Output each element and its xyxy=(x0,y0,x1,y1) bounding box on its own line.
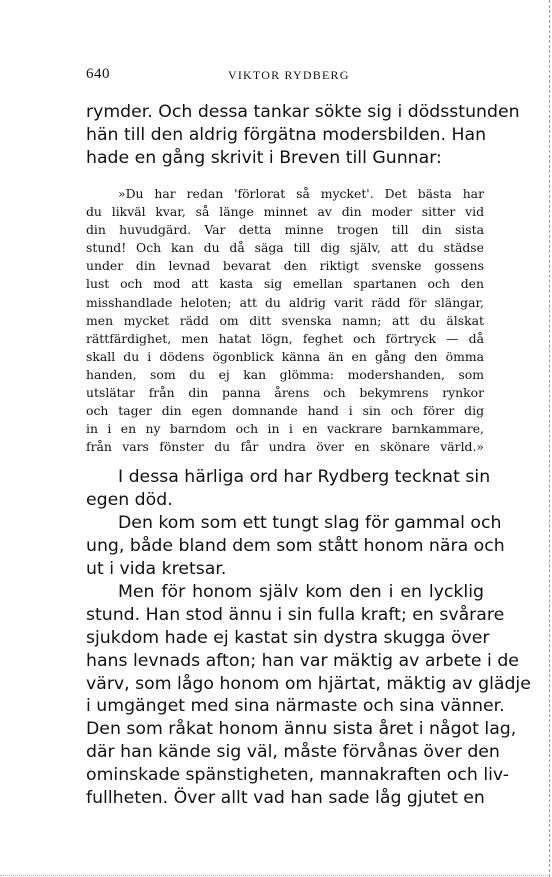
quote-line: du likväl kvar, så länge minnet av din moder sitter vid xyxy=(86,204,484,220)
quote-line: misshandlade heloten; att du aldrig varit rädd för slängar, xyxy=(86,294,484,310)
text-line: ung, både bland dem som stått honom nära och xyxy=(86,535,505,556)
quote-line: in i en ny barndom och in i en vackrare barnkammare, xyxy=(86,421,484,437)
text-line: fullheten. Över allt vad han sade låg gjutet en xyxy=(86,788,485,809)
page-edge-rule xyxy=(548,0,550,877)
text-line: Den som råkat honom ännu sista året i något lag, xyxy=(86,719,517,740)
text-line: där han kände sig väl, måste förvånas över den xyxy=(86,742,500,763)
running-head: VIKTOR RYDBERG xyxy=(228,68,350,82)
text-line: I dessa härliga ord har Rydberg tecknat sin xyxy=(118,467,491,487)
quote-line: handen, som du ej kan glömma: modershanden, som xyxy=(86,366,484,382)
text-line: Den kom som ett tungt slag för gammal och xyxy=(118,513,502,533)
paragraph-2 xyxy=(86,512,505,581)
quote-line: men mycket rädd om ditt svenska namn; att du älskat xyxy=(86,312,484,328)
quote-line: utslätar från din panna årens och bekymrens rynkor xyxy=(86,385,484,401)
quote-line: rättfärdighet, men hatat lögn, feghet och förtryck — då xyxy=(86,330,484,346)
text-line: värv, som lågo honom om hjärtat, mäktig av glädje xyxy=(86,673,531,694)
text-line: ominskade spänstigheten, mannakraften och liv- xyxy=(86,765,509,786)
quote-line: lust och mod att kasta sig emellan spartanen och den xyxy=(86,276,484,292)
quote-line: »Du har redan 'förlorat så mycket'. Det bästa har xyxy=(118,186,484,201)
text-line: hade en gång skrivit i Breven till Gunnar: xyxy=(86,147,442,168)
text-line: i umgänget med sina närmaste och sina vänner. xyxy=(86,696,505,717)
page-number: 640 xyxy=(86,66,110,82)
quote-line: från vars fönster du får undra över en skönare värld.» xyxy=(86,439,484,455)
paragraph-3 xyxy=(86,581,531,810)
page-bottom-rule xyxy=(0,875,548,876)
quote-line: under din levnad bevarat den riktigt svenske gossens xyxy=(86,258,484,274)
text-line: ut i vida kretsar. xyxy=(86,558,227,579)
text-line: stund. Han stod ännu i sin fulla kraft; en svårare xyxy=(86,604,505,625)
text-line: Men för honom själv kom den i en lycklig xyxy=(118,582,484,602)
text-line: hän till den aldrig förgätna modersbilden. Han xyxy=(86,124,487,145)
quote-line: stund! Och kan du då säga till dig själv, att du städse xyxy=(86,240,484,256)
text-line: hans levnads afton; han var mäktig av arbete i de xyxy=(86,650,519,671)
quote-line: skall du i dödens ögonblick känna än en gång den ömma xyxy=(86,348,484,364)
paragraph-1 xyxy=(86,466,491,512)
text-line: rymder. Och dessa tankar sökte sig i dödsstunden xyxy=(86,102,520,122)
intro-paragraph xyxy=(86,101,520,170)
text-line: egen död. xyxy=(86,489,173,510)
quote-line: och tager din egen domnande hand i sin och förer dig xyxy=(86,403,484,419)
page-header xyxy=(86,66,486,86)
quote-line: din huvudgärd. Var detta minne trogen till din sista xyxy=(86,222,484,238)
text-line: sjukdom hade ej kastat sin dystra skugga över xyxy=(86,627,490,648)
block-quote xyxy=(86,185,484,456)
